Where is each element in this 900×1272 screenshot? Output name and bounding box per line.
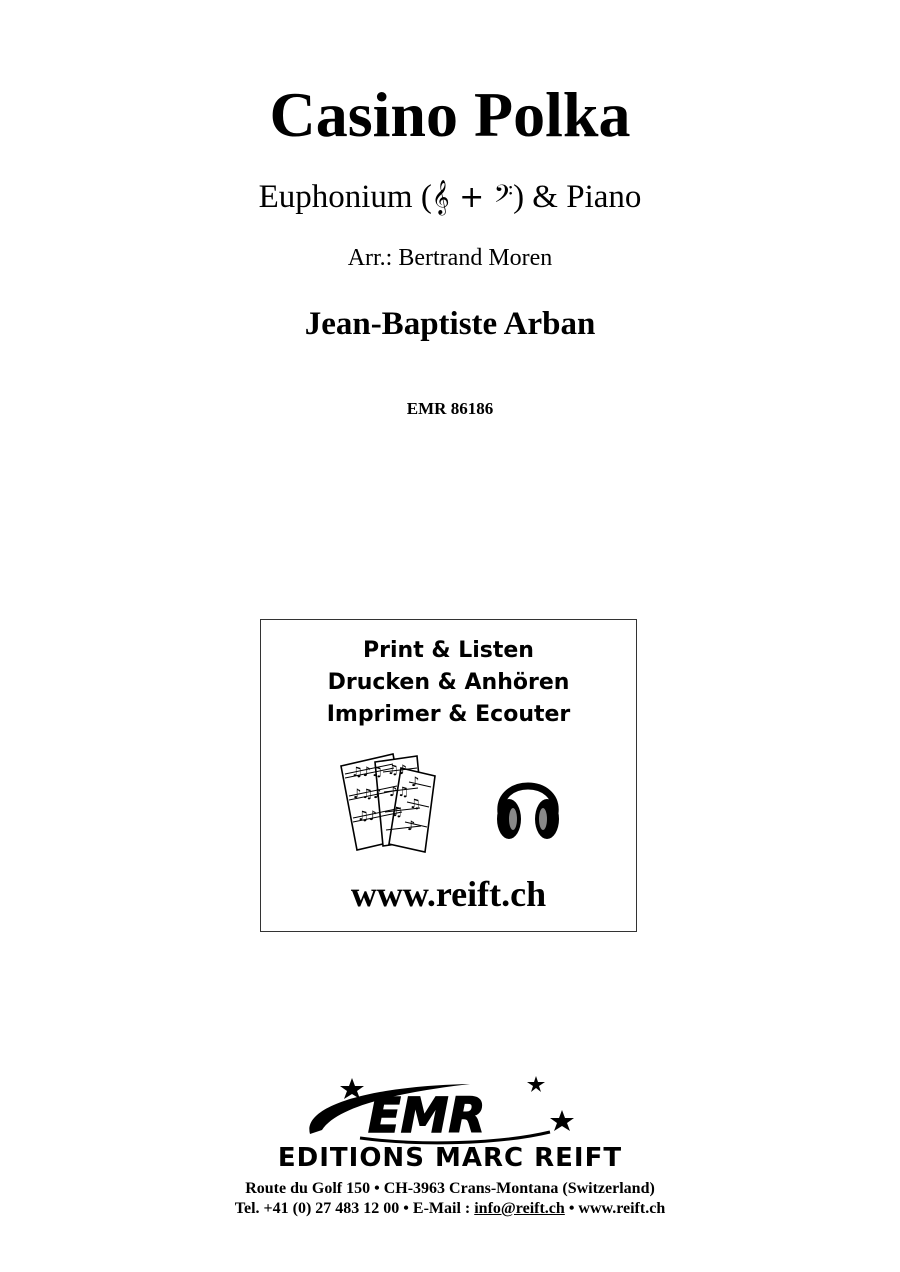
instrumentation-prefix: Euphonium ( bbox=[258, 179, 432, 215]
print-listen-box bbox=[260, 619, 637, 932]
svg-text:♪♫: ♪♫ bbox=[389, 785, 409, 800]
email-link[interactable]: info@reift.ch bbox=[474, 1200, 565, 1217]
svg-text:♫♪: ♫♪ bbox=[387, 763, 407, 778]
svg-text:♫: ♫ bbox=[409, 797, 421, 812]
emr-logo bbox=[300, 1072, 600, 1150]
composer: Jean-Baptiste Arban bbox=[304, 306, 596, 342]
svg-text:♪♫♪: ♪♫♪ bbox=[353, 787, 382, 802]
svg-text:♫♪: ♫♪ bbox=[357, 809, 377, 824]
publisher-address: Route du Golf 150 • CH-3963 Crans-Montana (Switzerland) bbox=[245, 1180, 655, 1197]
page-title: Casino Polka bbox=[269, 79, 631, 150]
contact-website[interactable]: • www.reift.ch bbox=[564, 1200, 666, 1217]
contact-phone: Tel. +41 (0) 27 483 12 00 • E-Mail : bbox=[234, 1200, 475, 1217]
publisher-name: EDITIONS MARC REIFT bbox=[277, 1143, 623, 1173]
arranger: Arr.: Bertrand Moren bbox=[347, 245, 553, 271]
website-url[interactable]: www.reift.ch bbox=[350, 874, 547, 914]
promo-line-german: Drucken & Anhören bbox=[327, 670, 570, 695]
svg-text:♪: ♪ bbox=[407, 819, 416, 834]
clef-symbols: 𝄞 + 𝄢 bbox=[431, 180, 514, 215]
publisher-contact bbox=[0, 1198, 900, 1220]
promo-line-french: Imprimer & Ecouter bbox=[326, 702, 571, 727]
svg-text:♫: ♫ bbox=[391, 805, 403, 820]
svg-text:♪: ♪ bbox=[411, 775, 420, 790]
svg-text:♫♪♫: ♫♪♫ bbox=[351, 765, 383, 780]
catalog-number: EMR 86186 bbox=[406, 399, 494, 418]
promo-line-english: Print & Listen bbox=[363, 638, 534, 663]
headphones-icon bbox=[493, 763, 563, 843]
instrumentation-suffix: ) & Piano bbox=[513, 179, 642, 215]
svg-text:EMR: EMR bbox=[368, 1088, 486, 1144]
instrumentation bbox=[0, 175, 900, 220]
sheet-music-icon bbox=[339, 752, 451, 856]
